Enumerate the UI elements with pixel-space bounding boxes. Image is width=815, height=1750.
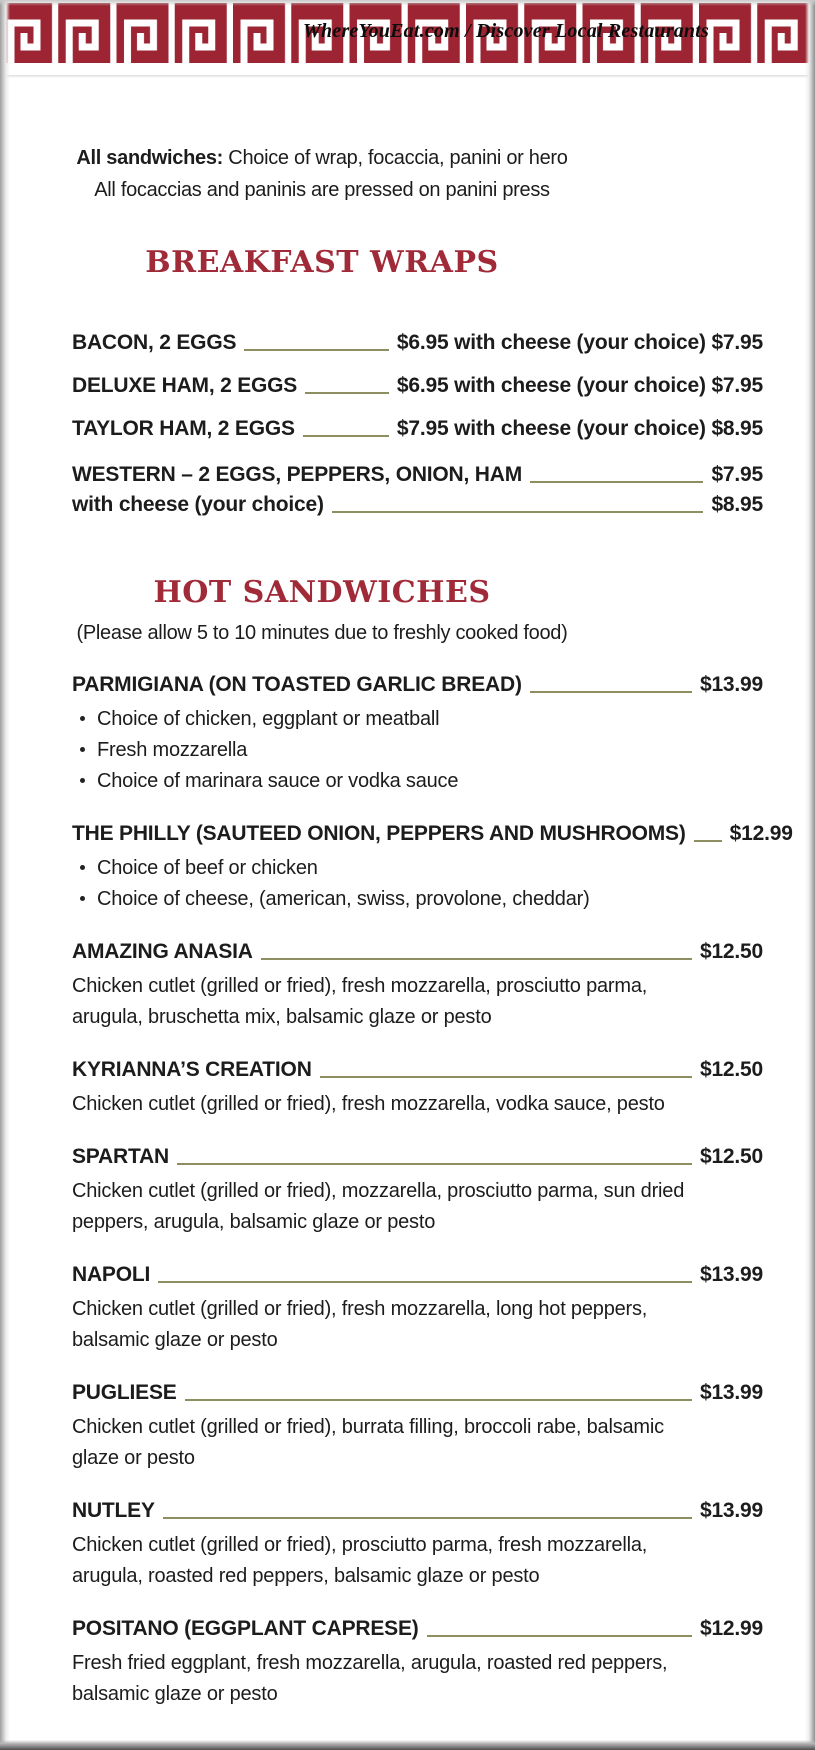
menu-item-description: Chicken cutlet (grilled or fried), fresh mozzarella, long hot peppers, — [72, 1298, 648, 1320]
menu-item-row — [72, 1616, 763, 1642]
menu-item-name: WESTERN – 2 EGGS, PEPPERS, ONION, HAM — [72, 463, 523, 486]
section-items — [72, 330, 763, 518]
price-leader-line — [303, 435, 389, 437]
bullet-dot-icon — [80, 896, 85, 901]
section-note: (Please allow 5 to 10 minutes due to freshly cooked food) — [76, 622, 568, 644]
price-leader-line — [158, 1281, 692, 1283]
menu-item-price: $13.99 — [699, 1499, 763, 1522]
greek-key-header-band — [0, 0, 815, 66]
menu-item — [72, 1380, 763, 1474]
menu-item-name: PUGLIESE — [72, 1381, 177, 1404]
bullet-dot-icon — [80, 716, 85, 721]
section-title: BREAKFAST WRAPS — [145, 245, 499, 280]
menu-item — [72, 1616, 763, 1710]
menu-section — [72, 574, 793, 1710]
menu-item-name: KYRIANNA’S CREATION — [72, 1058, 312, 1081]
menu-item-description: Chicken cutlet (grilled or fried), fresh mozzarella, vodka sauce, pesto — [72, 1093, 665, 1115]
intro-block — [72, 142, 572, 206]
menu-item-name: SPARTAN — [72, 1145, 169, 1168]
band-shadow-divider — [0, 75, 815, 78]
menu-section — [72, 244, 763, 518]
bullet-text: Choice of beef or chicken — [97, 857, 318, 879]
menu-item-row — [72, 672, 763, 698]
menu-item-description: Chicken cutlet (grilled or fried), mozzarella, prosciutto parma, sun dried — [72, 1180, 685, 1202]
menu-item-row — [72, 462, 763, 488]
menu-item-name: PARMIGIANA (ON TOASTED GARLIC BREAD) — [72, 673, 522, 696]
menu-item-price: $7.95 — [711, 463, 763, 486]
bullet-text: Fresh mozzarella — [97, 739, 248, 761]
menu-item-price: $12.99 — [729, 822, 793, 845]
menu-item-row — [72, 1380, 763, 1406]
menu-sections — [72, 244, 793, 1710]
bullet-dot-icon — [80, 778, 85, 783]
menu-item-description: Chicken cutlet (grilled or fried), burrata filling, broccoli rabe, balsamic — [72, 1416, 664, 1438]
price-leader-line — [427, 1635, 692, 1637]
menu-item-price: $8.95 — [711, 493, 763, 516]
menu-item — [72, 462, 763, 518]
menu-item-name: AMAZING ANASIA — [72, 940, 253, 963]
menu-item-price: $6.95 with cheese (your choice) $7.95 — [396, 331, 763, 354]
menu-item — [72, 330, 763, 356]
price-leader-line — [332, 511, 704, 513]
menu-item-description: Chicken cutlet (grilled or fried), prosciutto parma, fresh mozzarella, — [72, 1534, 648, 1556]
menu-item — [72, 373, 763, 399]
menu-item — [72, 1498, 763, 1592]
menu-item-price: $12.99 — [699, 1617, 763, 1640]
menu-item-name: NAPOLI — [72, 1263, 151, 1286]
price-leader-line — [530, 481, 703, 483]
section-title: HOT SANDWICHES — [153, 575, 491, 610]
menu-item-description: Chicken cutlet (grilled or fried), fresh mozzarella, prosciutto parma, — [72, 975, 648, 997]
menu-item-row — [72, 1262, 763, 1288]
price-leader-line — [530, 691, 692, 693]
intro-bold-label: All sandwiches: — [76, 147, 224, 169]
price-leader-line — [305, 392, 389, 394]
ingredient-bullet — [72, 853, 763, 884]
menu-item-name: POSITANO (EGGPLANT CAPRESE) — [72, 1617, 419, 1640]
price-leader-line — [163, 1517, 692, 1519]
menu-item-row — [72, 373, 763, 399]
menu-item-row — [72, 416, 763, 442]
bullet-dot-icon — [80, 747, 85, 752]
menu-item — [72, 1057, 763, 1120]
intro-line-1 — [72, 142, 572, 206]
price-leader-line — [185, 1399, 692, 1401]
intro-rest-text: Choice of wrap, focaccia, panini or hero — [223, 147, 568, 169]
price-leader-line — [694, 840, 722, 842]
menu-item-price: $13.99 — [699, 1381, 763, 1404]
menu-item-price: $13.99 — [699, 673, 763, 696]
ingredient-bullet — [72, 884, 763, 915]
menu-item-row — [72, 330, 763, 356]
bullet-text: Choice of chicken, eggplant or meatball — [97, 708, 440, 730]
menu-item-price: $12.50 — [699, 940, 763, 963]
menu-item-row — [72, 1144, 763, 1170]
menu-item — [72, 939, 763, 1033]
price-leader-line — [261, 958, 692, 960]
menu-item-name: DELUXE HAM, 2 EGGS — [72, 374, 298, 397]
menu-item-row — [72, 1057, 763, 1083]
menu-item-price: $6.95 with cheese (your choice) $7.95 — [396, 374, 763, 397]
menu-item-name: BACON, 2 EGGS — [72, 331, 237, 354]
menu-item-description: Fresh fried eggplant, fresh mozzarella, arugula, roasted red peppers, — [72, 1652, 668, 1674]
intro-line-2: All focaccias and paninis are pressed on panini press — [94, 179, 550, 201]
menu-item-name: NUTLEY — [72, 1499, 155, 1522]
menu-item — [72, 672, 763, 797]
menu-item-description: arugula, roasted red peppers, balsamic glaze or pesto — [72, 1565, 540, 1587]
menu-item-name: TAYLOR HAM, 2 EGGS — [72, 417, 295, 440]
section-items — [72, 672, 793, 1710]
menu-item-row — [72, 492, 763, 518]
price-leader-line — [177, 1163, 692, 1165]
menu-item-name: THE PHILLY (SAUTEED ONION, PEPPERS AND MUSHROOMS) — [72, 822, 686, 845]
page-edge-bottom — [0, 1740, 815, 1750]
menu-item-row — [72, 1498, 763, 1524]
menu-item-description: glaze or pesto — [72, 1447, 195, 1469]
bullet-dot-icon — [80, 865, 85, 870]
menu-item-description: arugula, bruschetta mix, balsamic glaze or pesto — [72, 1006, 492, 1028]
ingredient-bullet — [72, 766, 763, 797]
menu-content — [0, 142, 815, 1710]
menu-item-row — [72, 939, 763, 965]
menu-item — [72, 416, 763, 442]
bullet-text: Choice of marinara sauce or vodka sauce — [97, 770, 459, 792]
menu-item-description: balsamic glaze or pesto — [72, 1683, 278, 1705]
menu-item-name: with cheese (your choice) — [72, 493, 324, 516]
menu-item-price: $12.50 — [699, 1058, 763, 1081]
menu-item — [72, 1144, 763, 1238]
ingredient-bullet — [72, 735, 763, 766]
menu-item-price: $13.99 — [699, 1263, 763, 1286]
ingredient-bullet — [72, 704, 763, 735]
price-leader-line — [320, 1076, 692, 1078]
menu-item — [72, 1262, 763, 1356]
menu-item — [72, 821, 793, 915]
menu-item-row — [72, 821, 793, 847]
menu-item-description: peppers, arugula, balsamic glaze or pesto — [72, 1211, 436, 1233]
menu-item-price: $12.50 — [699, 1145, 763, 1168]
price-leader-line — [244, 349, 389, 351]
site-watermark: WhereYouEat.com / Discover Local Restaurants — [302, 20, 709, 42]
menu-item-price: $7.95 with cheese (your choice) $8.95 — [396, 417, 763, 440]
bullet-text: Choice of cheese, (american, swiss, provolone, cheddar) — [97, 888, 590, 910]
menu-item-description: balsamic glaze or pesto — [72, 1329, 278, 1351]
